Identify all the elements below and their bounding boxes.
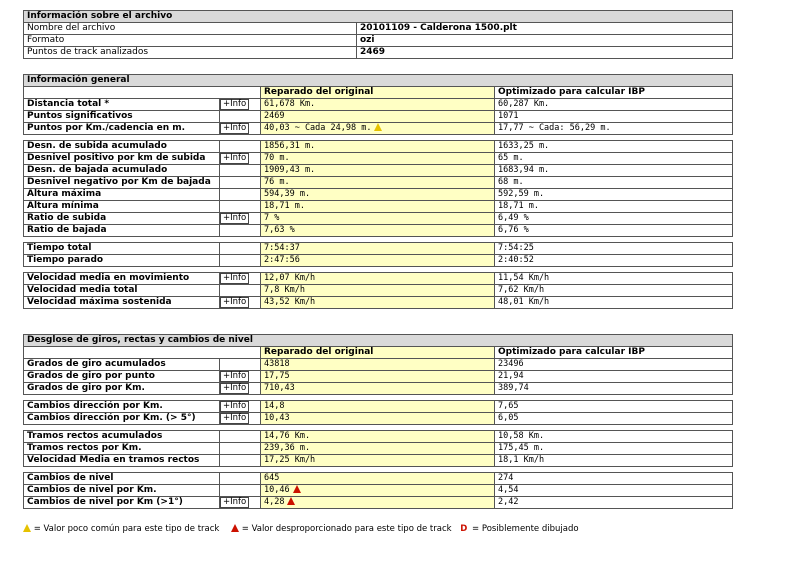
info-cell xyxy=(220,225,261,237)
metric-label: Desnivel positivo por km de subida xyxy=(24,153,220,165)
original-value xyxy=(261,141,495,153)
info-cell xyxy=(220,99,261,111)
general-column-header xyxy=(24,87,733,99)
file-info-header xyxy=(24,11,733,23)
turns-title: Desglose de giros, rectas y cambios de nivel xyxy=(24,335,733,347)
original-value xyxy=(261,111,495,123)
metric-label: Cambios dirección por Km. (> 5°) xyxy=(24,413,220,425)
original-value-text: 2469 xyxy=(264,111,285,121)
metric-label: Velocidad máxima sostenida xyxy=(24,297,220,309)
info-cell xyxy=(220,371,261,383)
original-value xyxy=(261,413,495,425)
original-value-text: 1856,31 m. xyxy=(264,141,316,151)
empty-header-cell xyxy=(24,87,261,99)
alert-triangle-icon xyxy=(231,524,239,532)
optimized-value: 7:54:25 xyxy=(495,243,733,255)
original-value-text: 594,39 m. xyxy=(264,189,311,199)
points-row xyxy=(24,47,733,59)
metric-label: Cambios de nivel por Km (>1°) xyxy=(24,497,220,509)
info-cell xyxy=(220,383,261,395)
metric-row xyxy=(24,141,733,153)
original-value xyxy=(261,123,495,135)
info-cell xyxy=(220,153,261,165)
legend-warn-text: = Valor poco común para este tipo de track xyxy=(33,524,220,534)
metric-label: Desn. de subida acumulado xyxy=(24,141,220,153)
optimized-value: 274 xyxy=(495,473,733,485)
original-value xyxy=(261,213,495,225)
metric-row xyxy=(24,165,733,177)
metric-row xyxy=(24,99,733,111)
original-value-text: 7,8 Km/h xyxy=(264,285,305,295)
original-value-text: 7,63 % xyxy=(264,225,295,235)
original-value-text: 61,678 Km. xyxy=(264,99,316,109)
info-cell xyxy=(220,111,261,123)
row-value: 20101109 - Calderona 1500.plt xyxy=(357,23,733,35)
original-value-text: 40,03 ~ Cada 24,98 m. xyxy=(264,123,372,133)
original-value-text: 76 m. xyxy=(264,177,290,187)
metric-row xyxy=(24,177,733,189)
original-value-text: 43,52 Km/h xyxy=(264,297,316,307)
file-info-title: Información sobre el archivo xyxy=(24,11,733,23)
original-value-text: 70 m. xyxy=(264,153,290,163)
info-cell xyxy=(220,243,261,255)
optimized-value: 592,59 m. xyxy=(495,189,733,201)
original-value xyxy=(261,383,495,395)
optimized-value: 65 m. xyxy=(495,153,733,165)
optimized-value: 60,287 Km. xyxy=(495,99,733,111)
original-value-text: 10,46 xyxy=(264,485,290,495)
info-button[interactable]: +Info xyxy=(220,273,249,284)
row-value: ozi xyxy=(357,35,733,47)
alert-triangle-icon xyxy=(287,497,295,505)
original-value-text: 710,43 xyxy=(264,383,295,393)
general-info-header xyxy=(24,75,733,87)
metric-label: Tiempo total xyxy=(24,243,220,255)
metric-row xyxy=(24,401,733,413)
row-label: Formato xyxy=(24,35,357,47)
optimized-value: 23496 xyxy=(495,359,733,371)
metric-label: Cambios de nivel por Km. xyxy=(24,485,220,497)
info-cell xyxy=(220,165,261,177)
metric-label: Distancia total * xyxy=(24,99,220,111)
metric-label: Cambios dirección por Km. xyxy=(24,401,220,413)
legend-d-text: = Posiblemente dibujado xyxy=(472,524,579,534)
original-value xyxy=(261,485,495,497)
original-value-text: 17,75 xyxy=(264,371,290,381)
original-value xyxy=(261,431,495,443)
legend-d-letter: D xyxy=(460,524,468,534)
info-cell xyxy=(220,485,261,497)
optimized-value: 7,62 Km/h xyxy=(495,285,733,297)
original-value-text: 10,43 xyxy=(264,413,290,423)
info-cell xyxy=(220,273,261,285)
info-cell xyxy=(220,201,261,213)
metric-label: Puntos por Km./cadencia en m. xyxy=(24,123,220,135)
optimized-value: 7,65 xyxy=(495,401,733,413)
metric-label: Altura mínima xyxy=(24,201,220,213)
metric-label: Grados de giro por punto xyxy=(24,371,220,383)
metric-label: Velocidad Media en tramos rectos xyxy=(24,455,220,467)
metric-row xyxy=(24,201,733,213)
optimized-value: 2,42 xyxy=(495,497,733,509)
info-cell xyxy=(220,177,261,189)
info-cell xyxy=(220,189,261,201)
metric-row xyxy=(24,371,733,383)
metric-label: Altura máxima xyxy=(24,189,220,201)
info-cell xyxy=(220,255,261,267)
turns-header xyxy=(24,335,733,347)
general-info-table xyxy=(23,74,733,309)
info-cell xyxy=(220,141,261,153)
info-button[interactable]: +Info xyxy=(220,297,249,308)
original-value xyxy=(261,371,495,383)
original-value-text: 239,36 m. xyxy=(264,443,311,453)
original-value xyxy=(261,273,495,285)
original-value xyxy=(261,165,495,177)
metric-row xyxy=(24,455,733,467)
original-value xyxy=(261,255,495,267)
metric-row xyxy=(24,297,733,309)
metric-row xyxy=(24,213,733,225)
info-button[interactable]: +Info xyxy=(220,413,249,424)
metric-row xyxy=(24,497,733,509)
metric-row xyxy=(24,285,733,297)
info-cell xyxy=(220,413,261,425)
metric-label: Desn. de bajada acumulado xyxy=(24,165,220,177)
metric-row xyxy=(24,123,733,135)
info-cell xyxy=(220,123,261,135)
original-value xyxy=(261,225,495,237)
warning-triangle-icon xyxy=(23,524,31,532)
original-value xyxy=(261,473,495,485)
optimized-value: 68 m. xyxy=(495,177,733,189)
metric-row xyxy=(24,153,733,165)
empty-header-cell xyxy=(24,347,261,359)
info-button[interactable]: +Info xyxy=(220,123,249,134)
original-value xyxy=(261,359,495,371)
info-cell xyxy=(220,297,261,309)
info-cell xyxy=(220,213,261,225)
info-button[interactable]: +Info xyxy=(220,213,249,224)
original-value-text: 43818 xyxy=(264,359,290,369)
info-cell xyxy=(220,431,261,443)
col-original: Reparado del original xyxy=(261,87,495,99)
original-value xyxy=(261,99,495,111)
metric-label: Grados de giro acumulados xyxy=(24,359,220,371)
info-button[interactable]: +Info xyxy=(220,401,249,412)
original-value xyxy=(261,153,495,165)
turns-column-header xyxy=(24,347,733,359)
col-optimized: Optimizado para calcular IBP xyxy=(495,87,733,99)
info-button[interactable]: +Info xyxy=(220,383,249,394)
row-label: Nombre del archivo xyxy=(24,23,357,35)
optimized-value: 1071 xyxy=(495,111,733,123)
legend xyxy=(23,524,585,534)
info-button[interactable]: +Info xyxy=(220,371,249,382)
metric-label: Grados de giro por Km. xyxy=(24,383,220,395)
metric-row xyxy=(24,485,733,497)
info-cell xyxy=(220,285,261,297)
metric-row xyxy=(24,273,733,285)
optimized-value: 18,1 Km/h xyxy=(495,455,733,467)
optimized-value: 4,54 xyxy=(495,485,733,497)
metric-label: Ratio de bajada xyxy=(24,225,220,237)
legend-alert-text: = Valor desproporcionado para este tipo de track xyxy=(241,524,452,534)
row-label: Puntos de track analizados xyxy=(24,47,357,59)
metric-label: Velocidad media total xyxy=(24,285,220,297)
metric-row xyxy=(24,255,733,267)
optimized-value: 6,49 % xyxy=(495,213,733,225)
format-row xyxy=(24,35,733,47)
optimized-value: 1683,94 m. xyxy=(495,165,733,177)
metric-label: Cambios de nivel xyxy=(24,473,220,485)
row-value: 2469 xyxy=(357,47,733,59)
original-value xyxy=(261,401,495,413)
original-value-text: 7 % xyxy=(264,213,280,223)
optimized-value: 21,94 xyxy=(495,371,733,383)
original-value xyxy=(261,243,495,255)
warning-triangle-icon xyxy=(374,123,382,131)
info-cell xyxy=(220,359,261,371)
info-cell xyxy=(220,497,261,509)
original-value-text: 14,8 xyxy=(264,401,285,411)
optimized-value: 48,01 Km/h xyxy=(495,297,733,309)
file-name-row xyxy=(24,23,733,35)
info-button[interactable]: +Info xyxy=(220,497,249,508)
optimized-value: 18,71 m. xyxy=(495,201,733,213)
optimized-value: 10,58 Km. xyxy=(495,431,733,443)
general-info-title: Información general xyxy=(24,75,733,87)
metric-label: Tiempo parado xyxy=(24,255,220,267)
original-value-text: 645 xyxy=(264,473,280,483)
optimized-value: 6,76 % xyxy=(495,225,733,237)
optimized-value: 389,74 xyxy=(495,383,733,395)
optimized-value: 6,05 xyxy=(495,413,733,425)
metric-label: Tramos rectos por Km. xyxy=(24,443,220,455)
metric-label: Velocidad media en movimiento xyxy=(24,273,220,285)
file-info-table xyxy=(23,10,733,59)
info-cell xyxy=(220,455,261,467)
original-value xyxy=(261,201,495,213)
original-value-text: 14,76 Km. xyxy=(264,431,311,441)
metric-row xyxy=(24,473,733,485)
original-value xyxy=(261,297,495,309)
optimized-value: 175,45 m. xyxy=(495,443,733,455)
optimized-value: 11,54 Km/h xyxy=(495,273,733,285)
metric-label: Puntos significativos xyxy=(24,111,220,123)
original-value xyxy=(261,455,495,467)
info-cell xyxy=(220,443,261,455)
original-value-text: 4,28 xyxy=(264,497,285,507)
original-value-text: 7:54:37 xyxy=(264,243,300,253)
original-value xyxy=(261,177,495,189)
metric-row xyxy=(24,243,733,255)
metric-label: Tramos rectos acumulados xyxy=(24,431,220,443)
metric-row xyxy=(24,111,733,123)
info-button[interactable]: +Info xyxy=(220,153,249,164)
original-value xyxy=(261,497,495,509)
original-value-text: 2:47:56 xyxy=(264,255,300,265)
col-original: Reparado del original xyxy=(261,347,495,359)
original-value-text: 17,25 Km/h xyxy=(264,455,316,465)
original-value xyxy=(261,285,495,297)
optimized-value: 1633,25 m. xyxy=(495,141,733,153)
metric-row xyxy=(24,413,733,425)
info-button[interactable]: +Info xyxy=(220,99,249,110)
info-cell xyxy=(220,473,261,485)
metric-row xyxy=(24,359,733,371)
original-value-text: 18,71 m. xyxy=(264,201,305,211)
metric-row xyxy=(24,431,733,443)
alert-triangle-icon xyxy=(293,485,301,493)
optimized-value: 17,77 ~ Cada: 56,29 m. xyxy=(495,123,733,135)
info-cell xyxy=(220,401,261,413)
metric-label: Desnivel negativo por Km de bajada xyxy=(24,177,220,189)
metric-row xyxy=(24,443,733,455)
turns-table xyxy=(23,334,733,509)
original-value-text: 12,07 Km/h xyxy=(264,273,316,283)
metric-row xyxy=(24,225,733,237)
original-value xyxy=(261,189,495,201)
original-value xyxy=(261,443,495,455)
optimized-value: 2:40:52 xyxy=(495,255,733,267)
col-optimized: Optimizado para calcular IBP xyxy=(495,347,733,359)
metric-row xyxy=(24,383,733,395)
metric-row xyxy=(24,189,733,201)
original-value-text: 1909,43 m. xyxy=(264,165,316,175)
metric-label: Ratio de subida xyxy=(24,213,220,225)
